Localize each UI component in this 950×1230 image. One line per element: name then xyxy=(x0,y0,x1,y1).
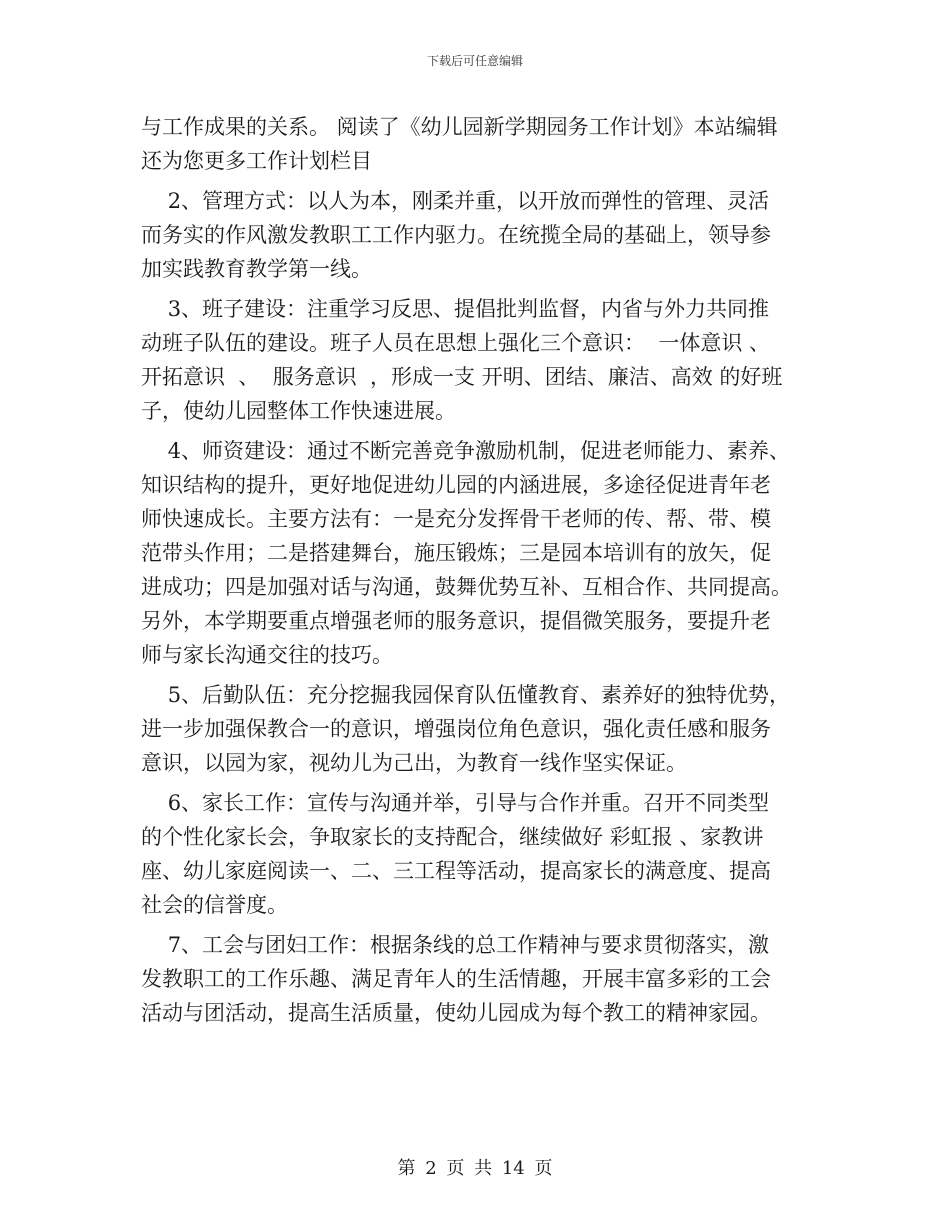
text-line: 知识结构的提升，更好地促进幼儿园的内涵进展，多途径促进青年老 xyxy=(141,473,771,497)
page-number: 第 2 页 共 14 页 xyxy=(397,1158,553,1179)
text-line: 5、后勤队伍：充分挖掘我园保育队伍懂教育、素养好的独特优势， xyxy=(141,683,791,707)
text-line: 动班子队伍的建设。班子人员在思想上强化三个意识： 一体意识 、 xyxy=(141,331,771,355)
text-line: 2、管理方式：以人为本，刚柔并重，以开放而弹性的管理、灵活 xyxy=(141,189,770,213)
text-line: 活动与团活动，提高生活质量，使幼儿园成为每个教工的精神家园。 xyxy=(141,1001,771,1025)
page-header: 下载后可任意编辑 xyxy=(426,54,523,68)
text-line: 进一步加强保教合一的意识，增强岗位角色意识，强化责任感和服务 xyxy=(141,717,771,741)
text-line: 还为您更多工作计划栏目 xyxy=(141,149,372,173)
text-line: 与工作成果的关系。 阅读了《幼儿园新学期园务工作计划》本站编辑 xyxy=(141,115,778,139)
text-line: 进成功；四是加强对话与沟通，鼓舞优势互补、互相合作、共同提高。 xyxy=(141,575,792,599)
text-line: 子，使幼儿园整体工作快速进展。 xyxy=(141,399,456,423)
text-line: 6、家长工作：宣传与沟通并举，引导与合作并重。召开不同类型 xyxy=(141,791,770,815)
text-line: 社会的信誉度。 xyxy=(141,893,288,917)
text-line: 座、幼儿家庭阅读一、二、三工程等活动，提高家长的满意度、提高 xyxy=(141,859,771,883)
text-line: 4、师资建设：通过不断完善竞争激励机制，促进老师能力、素养、 xyxy=(141,439,791,463)
text-line: 师快速成长。主要方法有：一是充分发挥骨干老师的传、帮、带、模 xyxy=(141,507,771,531)
text-line: 另外，本学期要重点增强老师的服务意识，提倡微笑服务，要提升老 xyxy=(141,609,771,633)
text-line: 而务实的作风激发教职工工作内驱力。在统揽全局的基础上，领导参 xyxy=(141,223,771,247)
text-line: 开拓意识 、 服务意识 ，形成一支 开明、团结、廉洁、高效 的好班 xyxy=(141,365,783,389)
text-line: 意识，以园为家，视幼儿为己出，为教育一线作坚实保证。 xyxy=(141,751,687,775)
text-line: 发教职工的工作乐趣、满足青年人的生活情趣，开展丰富多彩的工会 xyxy=(141,967,771,991)
document-body xyxy=(141,110,831,1030)
text-line: 范带头作用；二是搭建舞台，施压锻炼；三是园本培训有的放矢，促 xyxy=(141,541,771,565)
text-line: 7、工会与团妇工作：根据条线的总工作精神与要求贯彻落实，激 xyxy=(141,933,770,957)
text-line: 3、班子建设：注重学习反思、提倡批判监督，内省与外力共同推 xyxy=(141,297,770,321)
text-line: 师与家长沟通交往的技巧。 xyxy=(141,643,393,667)
text-line: 加实践教育教学第一线。 xyxy=(141,257,372,281)
text-line: 的个性化家长会，争取家长的支持配合，继续做好 彩虹报 、家教讲 xyxy=(141,825,764,849)
